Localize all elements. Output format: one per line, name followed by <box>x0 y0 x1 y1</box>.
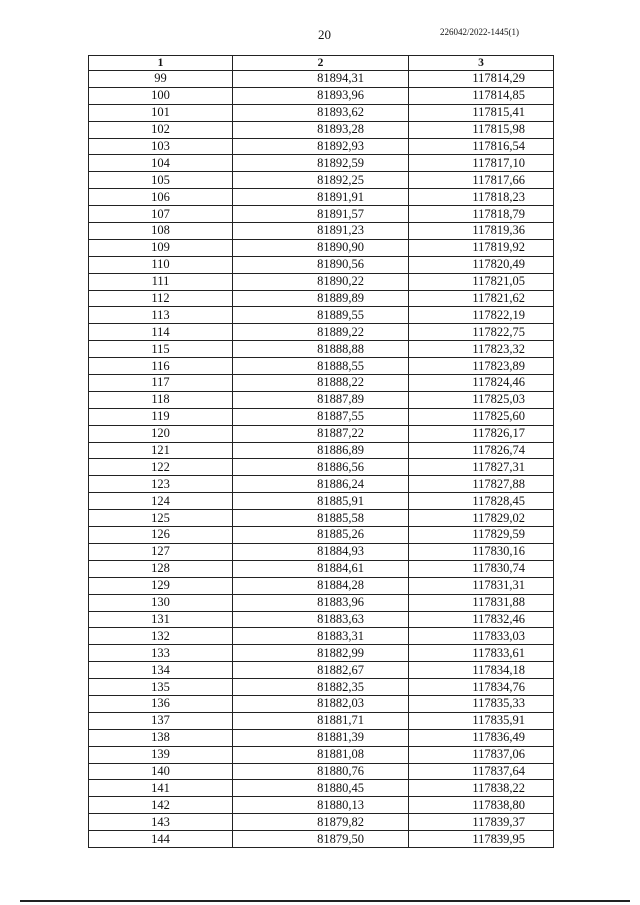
x-coordinate-cell: 81893,96 <box>233 87 409 104</box>
x-coordinate-cell: 81890,90 <box>233 239 409 256</box>
y-coordinate-cell: 117818,23 <box>409 189 554 206</box>
y-coordinate-cell: 117815,98 <box>409 121 554 138</box>
y-coordinate-cell: 117816,54 <box>409 138 554 155</box>
point-number-cell: 143 <box>89 814 233 831</box>
point-number-cell: 109 <box>89 239 233 256</box>
point-number-cell: 107 <box>89 206 233 223</box>
y-coordinate-cell: 117832,46 <box>409 611 554 628</box>
y-coordinate-cell: 117839,37 <box>409 814 554 831</box>
point-number-cell: 130 <box>89 594 233 611</box>
x-coordinate-cell: 81884,61 <box>233 560 409 577</box>
table-row <box>89 324 554 341</box>
x-coordinate-cell: 81881,08 <box>233 746 409 763</box>
point-number-cell: 142 <box>89 797 233 814</box>
point-number-cell: 113 <box>89 307 233 324</box>
y-coordinate-cell: 117835,91 <box>409 712 554 729</box>
y-coordinate-cell: 117834,76 <box>409 679 554 696</box>
table-row <box>89 172 554 189</box>
table-row <box>89 510 554 527</box>
table-row <box>89 71 554 88</box>
table-row <box>89 594 554 611</box>
x-coordinate-cell: 81885,91 <box>233 493 409 510</box>
table-row <box>89 375 554 392</box>
table-row <box>89 679 554 696</box>
y-coordinate-cell: 117818,79 <box>409 206 554 223</box>
y-coordinate-cell: 117829,02 <box>409 510 554 527</box>
table-row <box>89 543 554 560</box>
x-coordinate-cell: 81889,22 <box>233 324 409 341</box>
table-row <box>89 746 554 763</box>
table-row <box>89 527 554 544</box>
table-row <box>89 425 554 442</box>
x-coordinate-cell: 81885,58 <box>233 510 409 527</box>
document-reference: 226042/2022-1445(1) <box>440 27 519 37</box>
x-coordinate-cell: 81879,50 <box>233 831 409 848</box>
x-coordinate-cell: 81886,24 <box>233 476 409 493</box>
x-coordinate-cell: 81886,89 <box>233 442 409 459</box>
y-coordinate-cell: 117817,10 <box>409 155 554 172</box>
table-row <box>89 408 554 425</box>
table-row <box>89 307 554 324</box>
y-coordinate-cell: 117829,59 <box>409 527 554 544</box>
y-coordinate-cell: 117830,74 <box>409 560 554 577</box>
y-coordinate-cell: 117837,06 <box>409 746 554 763</box>
x-coordinate-cell: 81887,22 <box>233 425 409 442</box>
x-coordinate-cell: 81888,22 <box>233 375 409 392</box>
y-coordinate-cell: 117819,92 <box>409 239 554 256</box>
point-number-cell: 135 <box>89 679 233 696</box>
x-coordinate-cell: 81881,71 <box>233 712 409 729</box>
point-number-cell: 132 <box>89 628 233 645</box>
y-coordinate-cell: 117825,03 <box>409 391 554 408</box>
y-coordinate-cell: 117820,49 <box>409 256 554 273</box>
y-coordinate-cell: 117827,31 <box>409 459 554 476</box>
table-row <box>89 831 554 848</box>
y-coordinate-cell: 117837,64 <box>409 763 554 780</box>
y-coordinate-cell: 117826,74 <box>409 442 554 459</box>
y-coordinate-cell: 117825,60 <box>409 408 554 425</box>
x-coordinate-cell: 81890,56 <box>233 256 409 273</box>
table-row <box>89 695 554 712</box>
table-row <box>89 814 554 831</box>
point-number-cell: 117 <box>89 375 233 392</box>
coordinates-table <box>88 55 554 848</box>
x-coordinate-cell: 81884,28 <box>233 577 409 594</box>
y-coordinate-cell: 117821,05 <box>409 273 554 290</box>
column-header-y: 3 <box>409 56 554 71</box>
table-row <box>89 611 554 628</box>
x-coordinate-cell: 81889,89 <box>233 290 409 307</box>
table-header-row <box>89 56 554 71</box>
y-coordinate-cell: 117814,85 <box>409 87 554 104</box>
table-row <box>89 763 554 780</box>
y-coordinate-cell: 117827,88 <box>409 476 554 493</box>
table-row <box>89 104 554 121</box>
x-coordinate-cell: 81887,89 <box>233 391 409 408</box>
x-coordinate-cell: 81891,23 <box>233 223 409 240</box>
table-row <box>89 729 554 746</box>
point-number-cell: 106 <box>89 189 233 206</box>
y-coordinate-cell: 117835,33 <box>409 695 554 712</box>
point-number-cell: 112 <box>89 290 233 307</box>
x-coordinate-cell: 81882,35 <box>233 679 409 696</box>
column-header-x: 2 <box>233 56 409 71</box>
x-coordinate-cell: 81880,45 <box>233 780 409 797</box>
table-row <box>89 442 554 459</box>
table-row <box>89 797 554 814</box>
x-coordinate-cell: 81879,82 <box>233 814 409 831</box>
x-coordinate-cell: 81888,88 <box>233 341 409 358</box>
table-row <box>89 290 554 307</box>
point-number-cell: 110 <box>89 256 233 273</box>
y-coordinate-cell: 117838,80 <box>409 797 554 814</box>
y-coordinate-cell: 117826,17 <box>409 425 554 442</box>
x-coordinate-cell: 81893,28 <box>233 121 409 138</box>
point-number-cell: 120 <box>89 425 233 442</box>
table-row <box>89 189 554 206</box>
point-number-cell: 118 <box>89 391 233 408</box>
x-coordinate-cell: 81889,55 <box>233 307 409 324</box>
point-number-cell: 116 <box>89 358 233 375</box>
table-row <box>89 391 554 408</box>
x-coordinate-cell: 81882,67 <box>233 662 409 679</box>
column-header-point: 1 <box>89 56 233 71</box>
y-coordinate-cell: 117817,66 <box>409 172 554 189</box>
point-number-cell: 111 <box>89 273 233 290</box>
point-number-cell: 137 <box>89 712 233 729</box>
x-coordinate-cell: 81890,22 <box>233 273 409 290</box>
point-number-cell: 125 <box>89 510 233 527</box>
x-coordinate-cell: 81880,76 <box>233 763 409 780</box>
point-number-cell: 102 <box>89 121 233 138</box>
x-coordinate-cell: 81881,39 <box>233 729 409 746</box>
x-coordinate-cell: 81886,56 <box>233 459 409 476</box>
y-coordinate-cell: 117824,46 <box>409 375 554 392</box>
table-row <box>89 780 554 797</box>
point-number-cell: 114 <box>89 324 233 341</box>
point-number-cell: 123 <box>89 476 233 493</box>
point-number-cell: 141 <box>89 780 233 797</box>
y-coordinate-cell: 117828,45 <box>409 493 554 510</box>
point-number-cell: 129 <box>89 577 233 594</box>
point-number-cell: 127 <box>89 543 233 560</box>
table-row <box>89 256 554 273</box>
point-number-cell: 99 <box>89 71 233 88</box>
point-number-cell: 108 <box>89 223 233 240</box>
table-row <box>89 155 554 172</box>
table-row <box>89 662 554 679</box>
x-coordinate-cell: 81887,55 <box>233 408 409 425</box>
point-number-cell: 115 <box>89 341 233 358</box>
point-number-cell: 134 <box>89 662 233 679</box>
point-number-cell: 105 <box>89 172 233 189</box>
point-number-cell: 138 <box>89 729 233 746</box>
y-coordinate-cell: 117814,29 <box>409 71 554 88</box>
x-coordinate-cell: 81894,31 <box>233 71 409 88</box>
page-number: 20 <box>318 27 331 42</box>
x-coordinate-cell: 81883,31 <box>233 628 409 645</box>
point-number-cell: 140 <box>89 763 233 780</box>
table-row <box>89 341 554 358</box>
point-number-cell: 104 <box>89 155 233 172</box>
point-number-cell: 139 <box>89 746 233 763</box>
x-coordinate-cell: 81883,96 <box>233 594 409 611</box>
table-body <box>89 71 554 848</box>
point-number-cell: 126 <box>89 527 233 544</box>
y-coordinate-cell: 117836,49 <box>409 729 554 746</box>
y-coordinate-cell: 117833,03 <box>409 628 554 645</box>
x-coordinate-cell: 81888,55 <box>233 358 409 375</box>
table-row <box>89 358 554 375</box>
table-row <box>89 493 554 510</box>
table-row <box>89 206 554 223</box>
y-coordinate-cell: 117822,19 <box>409 307 554 324</box>
table-row <box>89 223 554 240</box>
point-number-cell: 100 <box>89 87 233 104</box>
table-row <box>89 560 554 577</box>
y-coordinate-cell: 117822,75 <box>409 324 554 341</box>
y-coordinate-cell: 117823,89 <box>409 358 554 375</box>
table-row <box>89 87 554 104</box>
table-row <box>89 476 554 493</box>
x-coordinate-cell: 81891,91 <box>233 189 409 206</box>
x-coordinate-cell: 81892,25 <box>233 172 409 189</box>
y-coordinate-cell: 117823,32 <box>409 341 554 358</box>
point-number-cell: 119 <box>89 408 233 425</box>
table-row <box>89 138 554 155</box>
y-coordinate-cell: 117821,62 <box>409 290 554 307</box>
table-row <box>89 628 554 645</box>
point-number-cell: 101 <box>89 104 233 121</box>
point-number-cell: 122 <box>89 459 233 476</box>
table-row <box>89 459 554 476</box>
y-coordinate-cell: 117838,22 <box>409 780 554 797</box>
x-coordinate-cell: 81883,63 <box>233 611 409 628</box>
table-row <box>89 273 554 290</box>
table-row <box>89 712 554 729</box>
footer-rule <box>20 900 630 902</box>
point-number-cell: 121 <box>89 442 233 459</box>
x-coordinate-cell: 81892,59 <box>233 155 409 172</box>
y-coordinate-cell: 117830,16 <box>409 543 554 560</box>
x-coordinate-cell: 81891,57 <box>233 206 409 223</box>
point-number-cell: 133 <box>89 645 233 662</box>
y-coordinate-cell: 117833,61 <box>409 645 554 662</box>
x-coordinate-cell: 81892,93 <box>233 138 409 155</box>
point-number-cell: 144 <box>89 831 233 848</box>
y-coordinate-cell: 117815,41 <box>409 104 554 121</box>
point-number-cell: 124 <box>89 493 233 510</box>
y-coordinate-cell: 117819,36 <box>409 223 554 240</box>
y-coordinate-cell: 117831,88 <box>409 594 554 611</box>
x-coordinate-cell: 81882,99 <box>233 645 409 662</box>
point-number-cell: 103 <box>89 138 233 155</box>
x-coordinate-cell: 81893,62 <box>233 104 409 121</box>
x-coordinate-cell: 81884,93 <box>233 543 409 560</box>
table-row <box>89 645 554 662</box>
point-number-cell: 131 <box>89 611 233 628</box>
y-coordinate-cell: 117839,95 <box>409 831 554 848</box>
point-number-cell: 128 <box>89 560 233 577</box>
x-coordinate-cell: 81880,13 <box>233 797 409 814</box>
y-coordinate-cell: 117834,18 <box>409 662 554 679</box>
table-row <box>89 121 554 138</box>
x-coordinate-cell: 81882,03 <box>233 695 409 712</box>
x-coordinate-cell: 81885,26 <box>233 527 409 544</box>
y-coordinate-cell: 117831,31 <box>409 577 554 594</box>
table-row <box>89 239 554 256</box>
point-number-cell: 136 <box>89 695 233 712</box>
table-row <box>89 577 554 594</box>
